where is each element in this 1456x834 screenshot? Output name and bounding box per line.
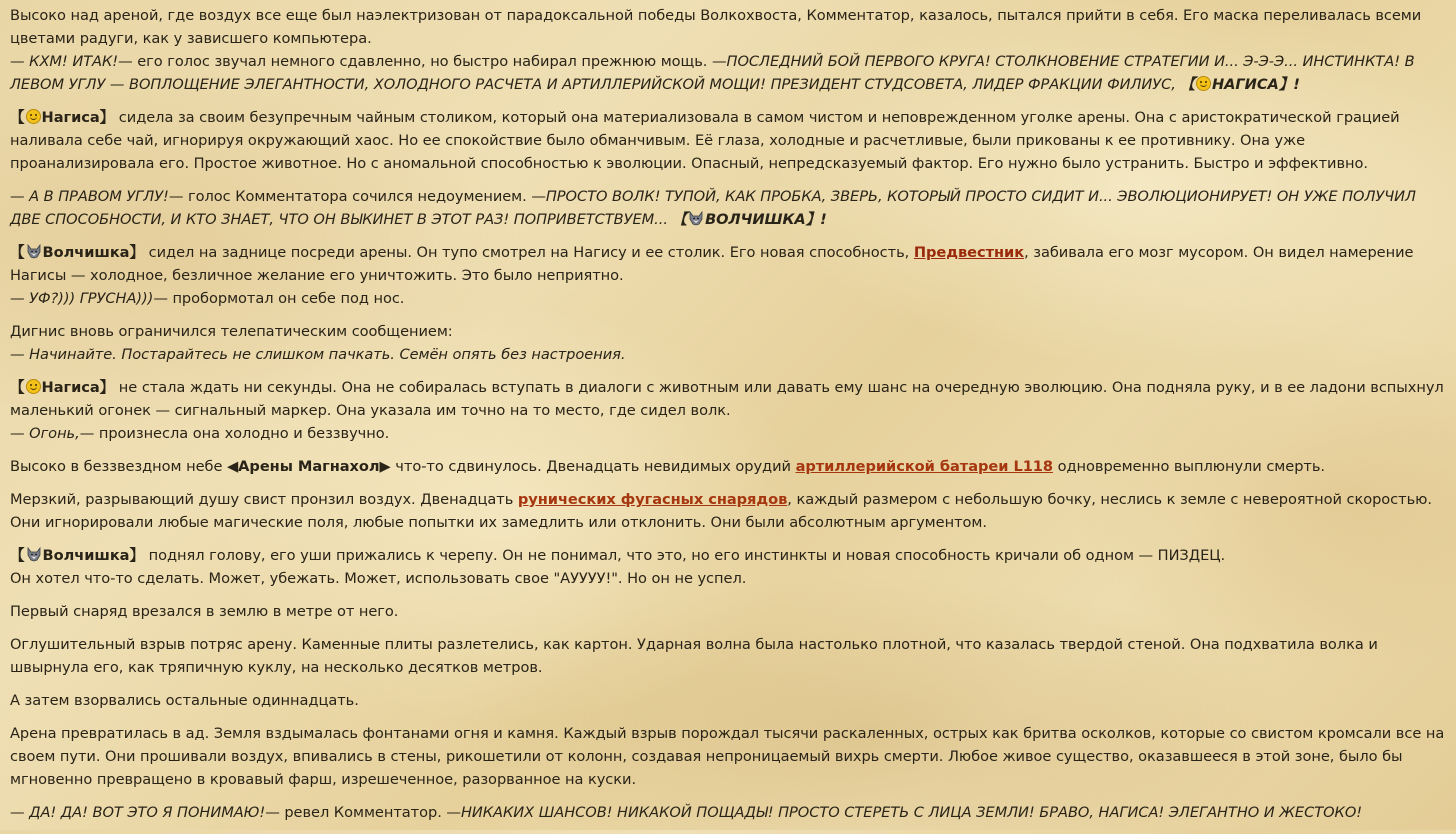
character-tag-wolf xyxy=(10,244,144,261)
paragraph-shells xyxy=(10,488,1446,534)
narration-text: — произнесла она холодно и беззвучно. xyxy=(79,425,390,442)
narration-text: , каждый размером с небольшую бочку, неслись к земле с невероятной скоростью. Они игнорировали любые магические поля, любые попытки их замедлить или отклонить. Они были абсолютным аргументом. xyxy=(10,491,1432,531)
tag-bracket: 】! xyxy=(805,211,827,228)
character-tag-nagisa xyxy=(10,379,114,396)
paragraph-commentator-cheer xyxy=(10,801,1446,824)
character-tag-wolf xyxy=(10,547,144,564)
narration-text: Дигнис вновь ограничился телепатическим сообщением: xyxy=(10,323,453,340)
narration-text: — пробормотал он себе под нос. xyxy=(153,290,405,307)
nagisa-speech: — Огонь, xyxy=(10,425,80,442)
story-text xyxy=(10,4,1446,834)
tag-bracket: 【 xyxy=(10,109,25,126)
narration-text: — ревел Комментатор. — xyxy=(265,804,461,821)
narration-text: Он хотел что-то сделать. Может, убежать. Может, использовать свое "АУУУУ!". Но он не успел. xyxy=(10,570,747,587)
commentator-speech: — ДА! ДА! ВОТ ЭТО Я ПОНИМАЮ! xyxy=(10,804,266,821)
paragraph-commentator-intro xyxy=(10,4,1446,96)
tag-bracket: 】! xyxy=(1278,76,1300,93)
location-name: ◀Арены Магнахол▶ xyxy=(227,458,391,475)
narration-text: не стала ждать ни секунды. Она не собиралась вступать в диалоги с животным или давать ему шанс на очередную эволюцию. Она подняла руку, и в ее ладони вспыхнул маленький огонек — сигнальный маркер. Она указала им точно на то место, где сидел волк. xyxy=(10,379,1444,419)
narration-text: Арена превратилась в ад. Земля вздымалась фонтанами огня и камня. Каждый взрыв порождал тысячи раскаленных, острых как бритва осколков, которые со свистом кромсали все на своем пути. Они прошивали воздух, впивались в стены, рикошетили от колонн, создавая непроницаемый вихрь смерти. Любое живое существо, оказавшееся в этой зоне, было бы мгновенно превращено в кровавый фарш, изрешеченное, разорванное на куски. xyxy=(10,725,1445,788)
narration-text: Оглушительный взрыв потряс арену. Каменные плиты разлетелись, как картон. Ударная волна была настолько плотной, что казалась твердой стеной. Она подхватила волка и швырнула его, как тряпичную куклу, на несколько десятков метров. xyxy=(10,636,1378,676)
narration-text: поднял голову, его уши прижались к черепу. Он не понимал, что это, но его инстинкты и новая способность кричали об одном — ПИЗДЕЦ. xyxy=(144,547,1226,564)
smiling-face-icon xyxy=(26,109,41,124)
weapon-link-runic-shells[interactable]: рунических фугасных снарядов xyxy=(517,491,788,508)
narration-text: Мерзкий, разрывающий душу свист пронзил воздух. Двенадцать xyxy=(10,491,518,508)
character-tag-wolf xyxy=(673,211,827,228)
paragraph-wolf-reaction xyxy=(10,544,1446,590)
wolf-speech: — УФ?))) ГРУСНА))) xyxy=(10,290,154,307)
smiling-face-icon xyxy=(1196,76,1211,91)
narration-text: А затем взорвались остальные одиннадцать. xyxy=(10,692,359,709)
tag-bracket: 】 xyxy=(129,547,145,564)
paragraph-nagisa-tea xyxy=(10,106,1446,175)
tag-bracket: 【 xyxy=(10,547,25,564)
commentator-speech: — А В ПРАВОМ УГЛУ! xyxy=(10,188,169,205)
character-name: ВОЛЧИШКА xyxy=(705,211,806,228)
character-tag-nagisa xyxy=(10,109,114,126)
paragraph-explosion xyxy=(10,633,1446,679)
character-tag-nagisa xyxy=(1180,76,1299,93)
character-name: Волчишка xyxy=(42,244,130,261)
commentator-speech: ПОСЛЕДНИЙ БОЙ ПЕРВОГО КРУГА! СТОЛКНОВЕНИЕ СТРАТЕГИИ И... Э-Э-Э... ИНСТИНКТА! В ЛЕВОМ УГЛУ — ВОПЛОЩЕНИЕ ЭЛЕГАНТНОСТИ, ХОЛОДНОГО РАСЧЕТА И АРТИЛЛЕРИЙСКОЙ МОЩИ! ПРЕЗИДЕНТ СТУДСОВЕТА, ЛИДЕР ФРАКЦИИ ФИЛИУС, xyxy=(10,53,1415,93)
tag-bracket: 【 xyxy=(10,379,25,396)
tag-bracket: 【 xyxy=(672,211,688,228)
character-name: Нагиса xyxy=(41,109,100,126)
paragraph-artillery xyxy=(10,455,1446,478)
narration-text: , забивала его мозг мусором. Он видел намерение Нагисы — холодное, безличное желание его уничтожить. Это было неприятно. xyxy=(10,244,1414,284)
tag-bracket: 】 xyxy=(99,109,115,126)
wolf-face-icon xyxy=(688,211,704,226)
wolf-face-icon xyxy=(26,244,42,259)
smiling-face-icon xyxy=(26,379,41,394)
commentator-speech: НИКАКИХ ШАНСОВ! НИКАКОЙ ПОЩАДЫ! ПРОСТО СТЕРЕТЬ С ЛИЦА ЗЕМЛИ! БРАВО, НАГИСА! ЭЛЕГАНТНО И ЖЕСТОКО! xyxy=(460,804,1363,821)
tag-bracket: 】 xyxy=(129,244,145,261)
skill-link-predvestnik[interactable]: Предвестник xyxy=(913,244,1025,261)
tag-bracket: 【 xyxy=(1180,76,1196,93)
character-name: Нагиса xyxy=(41,379,100,396)
paragraph-dignis-telepathy xyxy=(10,320,1446,366)
narration-text: одновременно выплюнули смерть. xyxy=(1053,458,1325,475)
commentator-speech: — КХМ! ИТАК! xyxy=(10,53,119,70)
wolf-face-icon xyxy=(26,547,42,562)
weapon-link-battery-l118[interactable]: артиллерийской батареи L118 xyxy=(795,458,1054,475)
dignis-speech: — Начинайте. Постарайтесь не слишком пачкать. Семён опять без настроения. xyxy=(10,346,626,363)
narration-text: что-то сдвинулось. Двенадцать невидимых орудий xyxy=(390,458,796,475)
narration-text: Первый снаряд врезался в землю в метре от него. xyxy=(10,603,399,620)
narration-text: сидела за своим безупречным чайным столиком, который она материализовала в самом чистом и неповрежденном уголке арены. Она с аристократической грацией наливала себе чай, игнорируя окружающий хаос. Но ее спокойствие было обманчивым. Её глаза, холодные и расчетливые, были прикованы к ее противнику. Она уже проанализировала его. Простое животное. Но с аномальной способностью к эволюции. Опасный, непредсказуемый фактор. Его нужно было устранить. Быстро и эффективно. xyxy=(10,109,1400,172)
commentator-speech: ПРОСТО ВОЛК! ТУПОЙ, КАК ПРОБКА, ЗВЕРЬ, КОТОРЫЙ ПРОСТО СИДИТ И... ЭВОЛЮЦИОНИРУЕТ! ОН УЖЕ ПОЛУЧИЛ ДВЕ СПОСОБНОСТИ, И КТО ЗНАЕТ, ЧТО ОН ВЫКИНЕТ В ЭТОТ РАЗ! ПОПРИВЕТСТВУЕМ... xyxy=(10,188,1416,228)
paragraph-nagisa-signal xyxy=(10,376,1446,445)
tag-bracket: 】 xyxy=(99,379,115,396)
paragraph-first-shell xyxy=(10,600,1446,623)
narration-text: Высоко над ареной, где воздух все еще был наэлектризован от парадоксальной победы Волкохвоста, Комментатор, казалось, пытался прийти в себя. Его маска переливалась всеми цветами радуги, как у зависшего компьютера. xyxy=(10,7,1422,47)
character-name: Волчишка xyxy=(42,547,130,564)
tag-bracket: 【 xyxy=(10,244,25,261)
narration-text: сидел на заднице посреди арены. Он тупо смотрел на Нагису и ее столик. Его новая способность, xyxy=(144,244,914,261)
character-name: НАГИСА xyxy=(1212,76,1279,93)
narration-text: Высоко в беззвездном небе xyxy=(10,458,227,475)
paragraph-arena-hell xyxy=(10,722,1446,791)
narration-text: — голос Комментатора сочился недоумением. — xyxy=(168,188,546,205)
paragraph-commentator-right-corner xyxy=(10,185,1446,231)
narration-text: — его голос звучал немного сдавленно, но быстро набирал прежнюю мощь. — xyxy=(118,53,727,70)
paragraph-wolf-sitting xyxy=(10,241,1446,310)
paragraph-rest-exploded xyxy=(10,689,1446,712)
